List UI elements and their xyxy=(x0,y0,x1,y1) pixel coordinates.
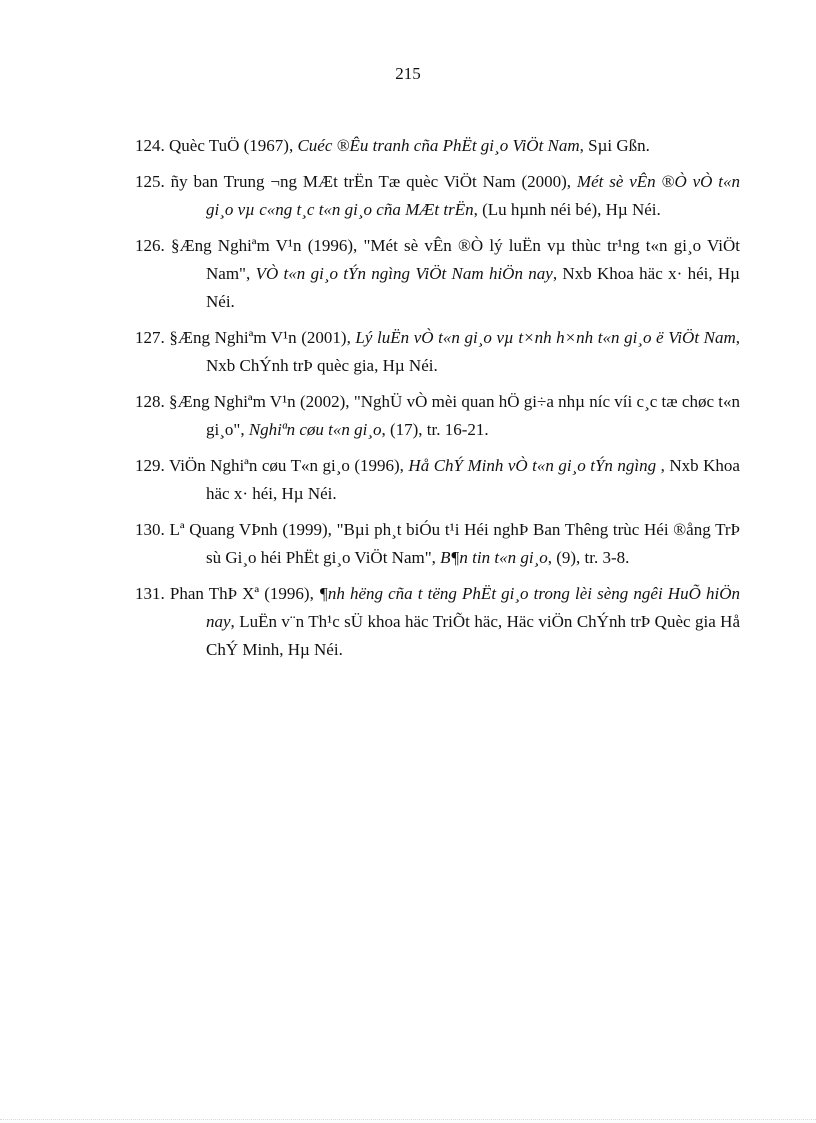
reference-number: 124. xyxy=(135,136,165,155)
reference-text: §Æng Nghiªm V¹n (2002), "NghÜ vÒ mèi quan hÖ gi÷a nhµ níc víi c¸c tæ chøc t«n gi¸o", xyxy=(169,392,740,439)
reference-text: §Æng Nghiªm V¹n (1996), "Mét sè vÊn ®Ò lý luËn vµ thùc tr¹ng t«n gi¸o ViÖt Nam", xyxy=(170,236,741,283)
reference-number: 125. xyxy=(135,172,165,191)
reference-list xyxy=(135,132,740,672)
reference-title: B¶n tin t«n gi¸o xyxy=(440,548,548,567)
reference-text: ViÖn Nghiªn cøu T«n gi¸o (1996), xyxy=(168,456,409,475)
reference-number: 128. xyxy=(135,392,165,411)
reference-item xyxy=(135,580,740,664)
reference-text: , LuËn v¨n Th¹c sÜ khoa häc TriÕt häc, Häc viÖn ChÝnh trÞ Quèc gia Hå ChÝ Minh, Hµ Néi. xyxy=(206,612,740,659)
reference-text: Phan ThÞ Xª (1996), xyxy=(169,584,319,603)
reference-text: , (Lu hµnh néi bé), Hµ Néi. xyxy=(473,200,661,219)
reference-text: , (9), tr. 3-8. xyxy=(547,548,630,567)
reference-text: §Æng Nghiªm V¹n (2001), xyxy=(169,328,356,347)
reference-title: VÒ t«n gi¸o tÝn ngìng ViÖt Nam hiÖn nay xyxy=(255,264,553,283)
reference-title: ¶nh hëng cña t tëng PhËt gi¸o trong lèi sèng ngêi HuÕ hiÖn nay xyxy=(206,584,740,631)
bottom-divider xyxy=(0,1119,816,1120)
reference-item xyxy=(135,388,740,444)
reference-title: Hå ChÝ Minh vÒ t«n gi¸o tÝn ngìng xyxy=(408,456,657,475)
reference-text: , Nxb Khoa häc x· héi, Hµ Néi. xyxy=(206,456,740,503)
page-number: 215 xyxy=(395,64,421,83)
reference-text: Quèc TuÖ (1967), xyxy=(169,136,298,155)
reference-item xyxy=(135,452,740,508)
reference-text: Lª Quang VÞnh (1999), "Bµi ph¸t biÓu t¹i Héi nghÞ Ban Thêng trùc Héi ®ång TrÞ sù Gi¸o héi PhËt gi¸o ViÖt Nam", xyxy=(169,520,741,567)
reference-item xyxy=(135,132,740,160)
reference-title: Nghiªn cøu t«n gi¸o xyxy=(248,420,382,439)
reference-item xyxy=(135,516,740,572)
reference-number: 130. xyxy=(135,520,165,539)
reference-number: 131. xyxy=(135,584,165,603)
reference-number: 129. xyxy=(135,456,165,475)
reference-number: 126. xyxy=(135,236,165,255)
reference-text: , (17), tr. 16-21. xyxy=(381,420,489,439)
reference-number: 127. xyxy=(135,328,165,347)
reference-text: , Nxb Khoa häc x· héi, Hµ Néi. xyxy=(206,264,740,311)
reference-title: Mét sè vÊn ®Ò vÒ t«n gi¸o vµ c«ng t¸c t«n gi¸o cña MÆt trËn xyxy=(206,172,741,219)
reference-title: Lý luËn vÒ t«n gi¸o vµ t×nh h×nh t«n gi¸o ë ViÖt Nam xyxy=(355,328,736,347)
reference-title: Cuéc ®Êu tranh cña PhËt gi¸o ViÖt Nam xyxy=(297,136,580,155)
reference-item xyxy=(135,168,740,224)
reference-item xyxy=(135,232,740,316)
reference-text: ñy ban Trung ¬ng MÆt trËn Tæ quèc ViÖt Nam (2000), xyxy=(170,172,577,191)
reference-item xyxy=(135,324,740,380)
reference-text: , Nxb ChÝnh trÞ quèc gia, Hµ Néi. xyxy=(206,328,740,375)
reference-text: , Sµi Gßn. xyxy=(579,136,650,155)
